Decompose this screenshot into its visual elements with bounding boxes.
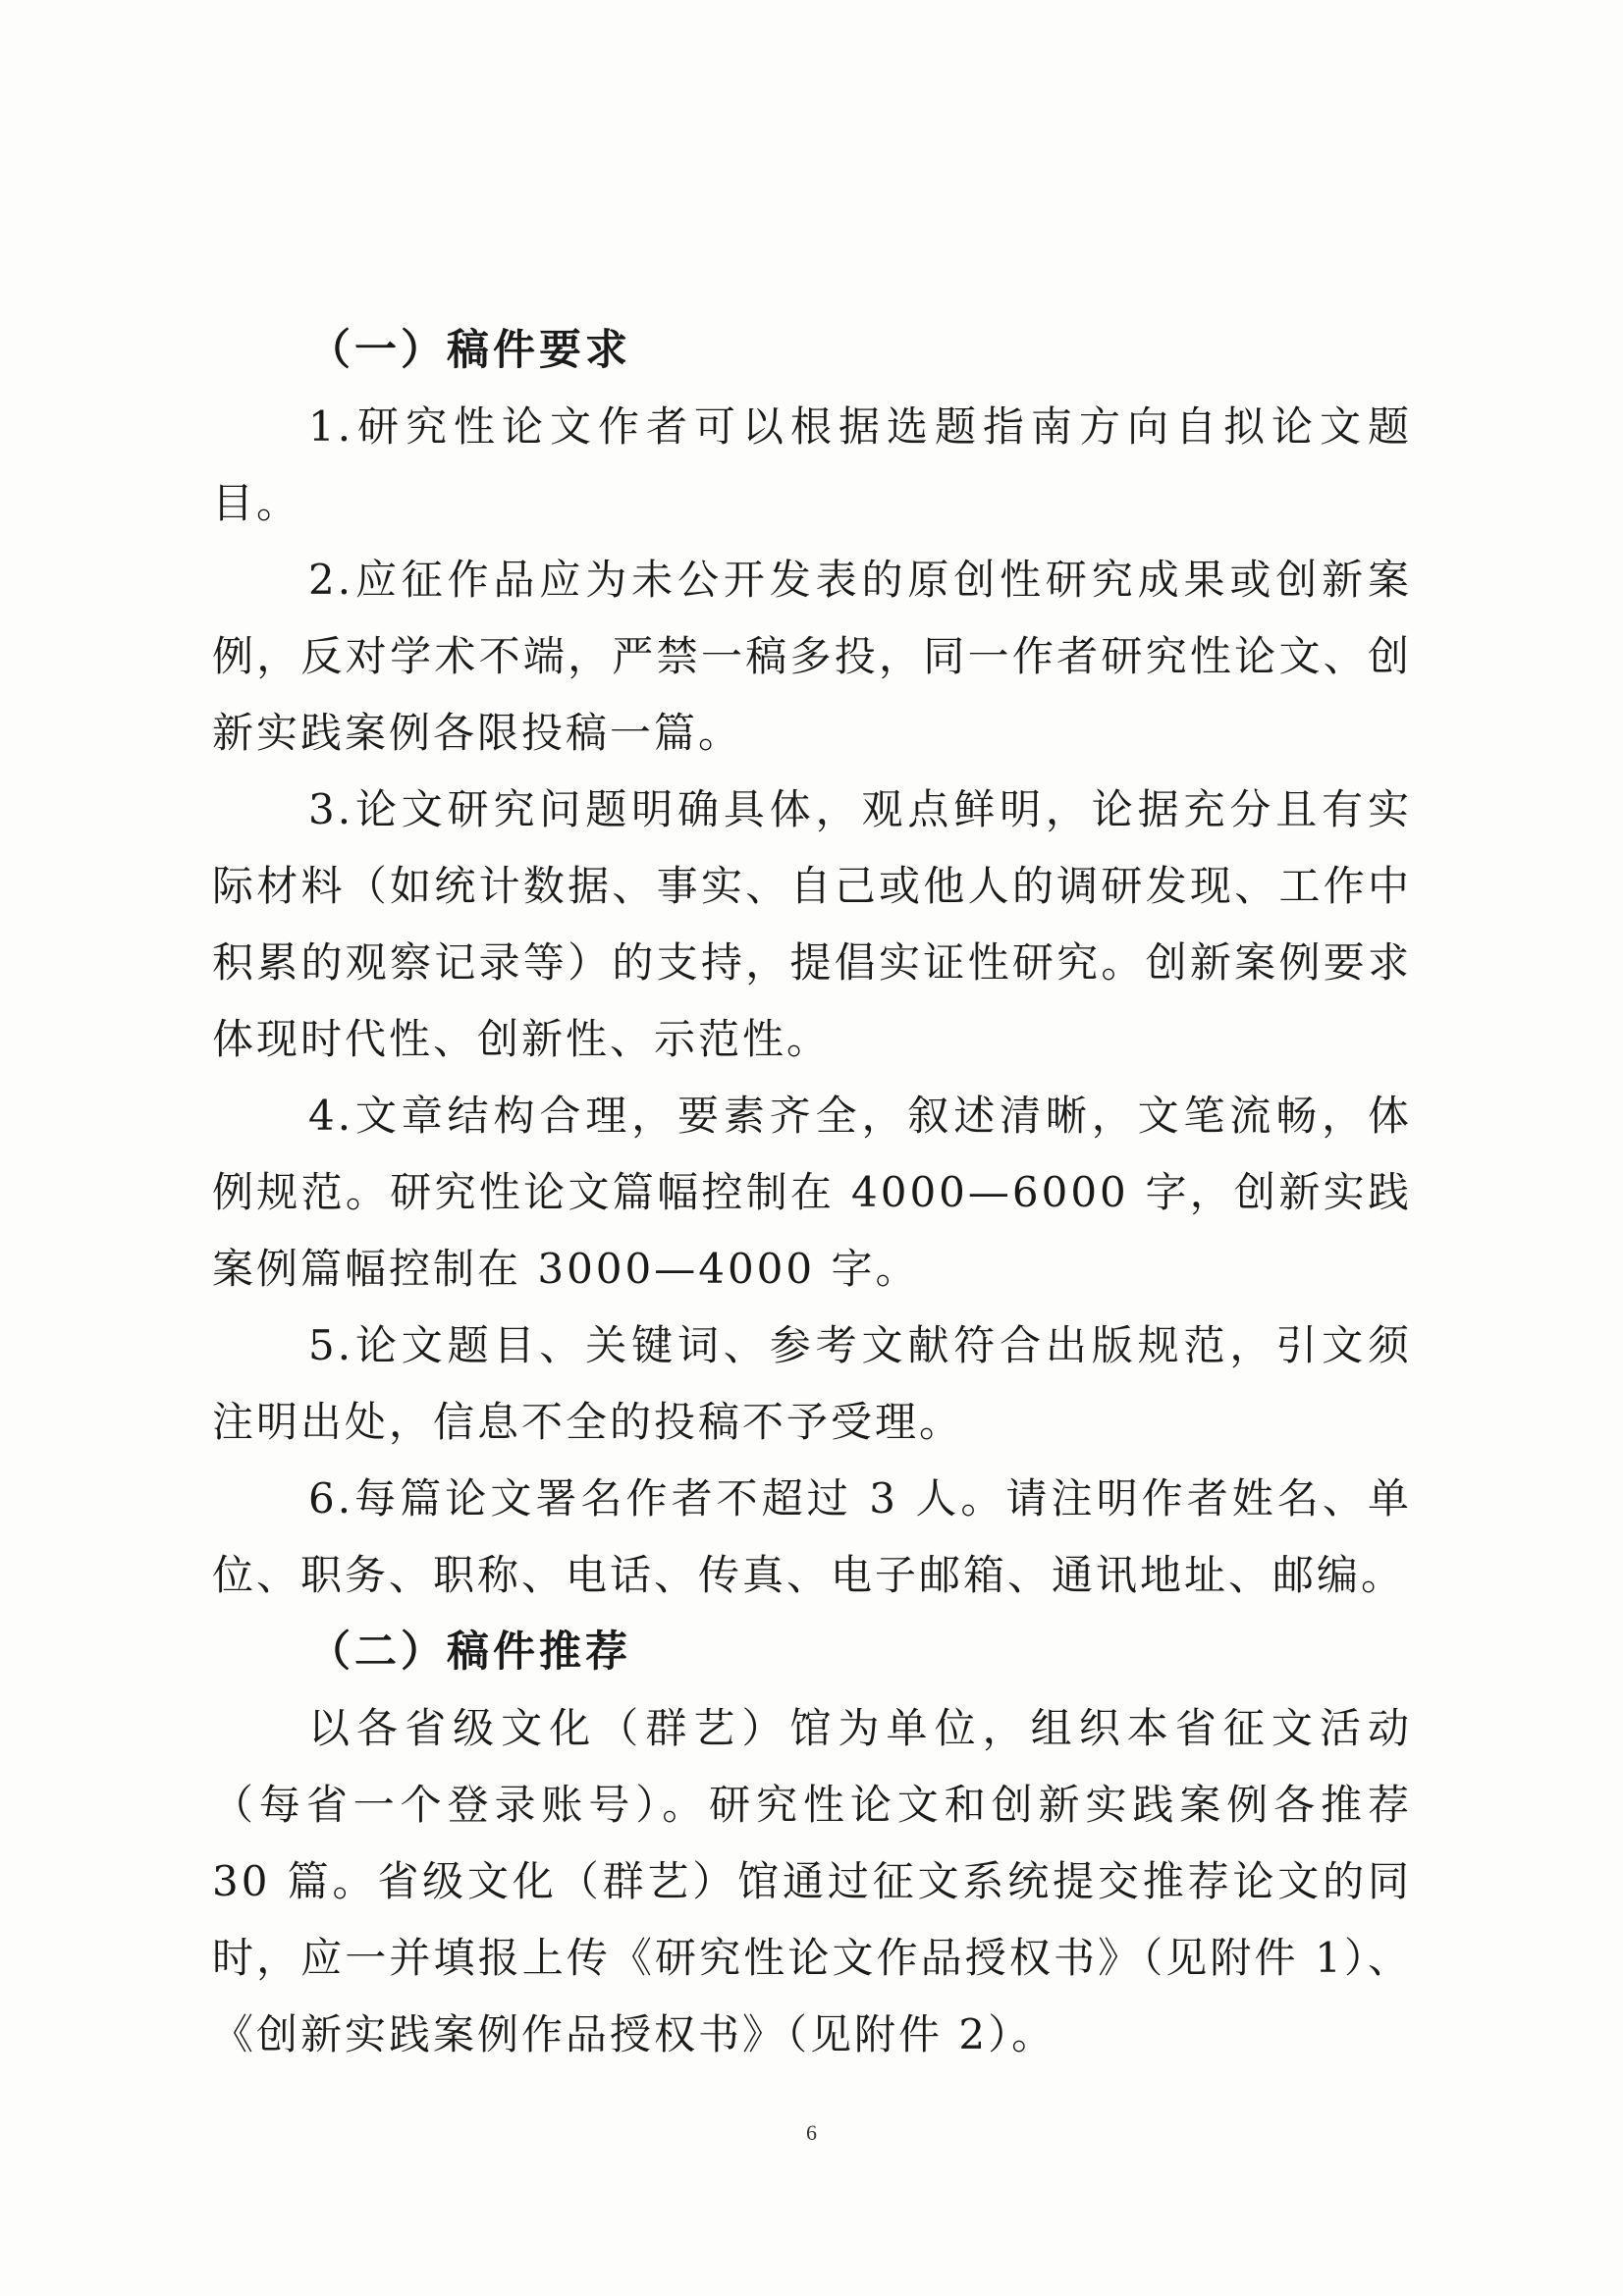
paragraph-requirement-1: 1.研究性论文作者可以根据选题指南方向自拟论文题目。 (212, 402, 1412, 527)
document-body (212, 312, 1412, 2073)
paragraph-requirement-6: 6.每篇论文署名作者不超过 3 人。请注明作者姓名、单位、职务、职称、电话、传真、电子邮箱、通讯地址、邮编。 (212, 1474, 1412, 1599)
section-heading-requirements: （一）稿件要求 (308, 326, 631, 375)
section-heading-recommendation: （二）稿件推荐 (308, 1628, 631, 1677)
paragraph-requirement-2: 2.应征作品应为未公开发表的原创性研究成果或创新案例，反对学术不端，严禁一稿多投，同一作者研究性论文、创新实践案例各限投稿一篇。 (212, 556, 1412, 757)
paragraph-recommendation: 以各省级文化（群艺）馆为单位，组织本省征文活动（每省一个登录账号）。研究性论文和创新实践案例各推荐 30 篇。省级文化（群艺）馆通过征文系统提交推荐论文的同时，应一并填报上传《研究性论文作品授权书》（见附件 1）、《创新实践案例作品授权书》（见附件 2）。 (212, 1704, 1412, 2058)
paragraph-requirement-3: 3.论文研究问题明确具体，观点鲜明，论据充分且有实际材料（如统计数据、事实、自己或他人的调研发现、工作中积累的观察记录等）的支持，提倡实证性研究。创新案例要求体现时代性、创新性、示范性。 (212, 785, 1412, 1063)
page-number: 6 (806, 2120, 817, 2145)
paragraph-requirement-4: 4.文章结构合理，要素齐全，叙述清晰，文笔流畅，体例规范。研究性论文篇幅控制在 4000—6000 字，创新实践案例篇幅控制在 3000—4000 字。 (212, 1092, 1412, 1293)
paragraph-requirement-5: 5.论文题目、关键词、参考文献符合出版规范，引文须注明出处，信息不全的投稿不予受理。 (212, 1321, 1412, 1446)
